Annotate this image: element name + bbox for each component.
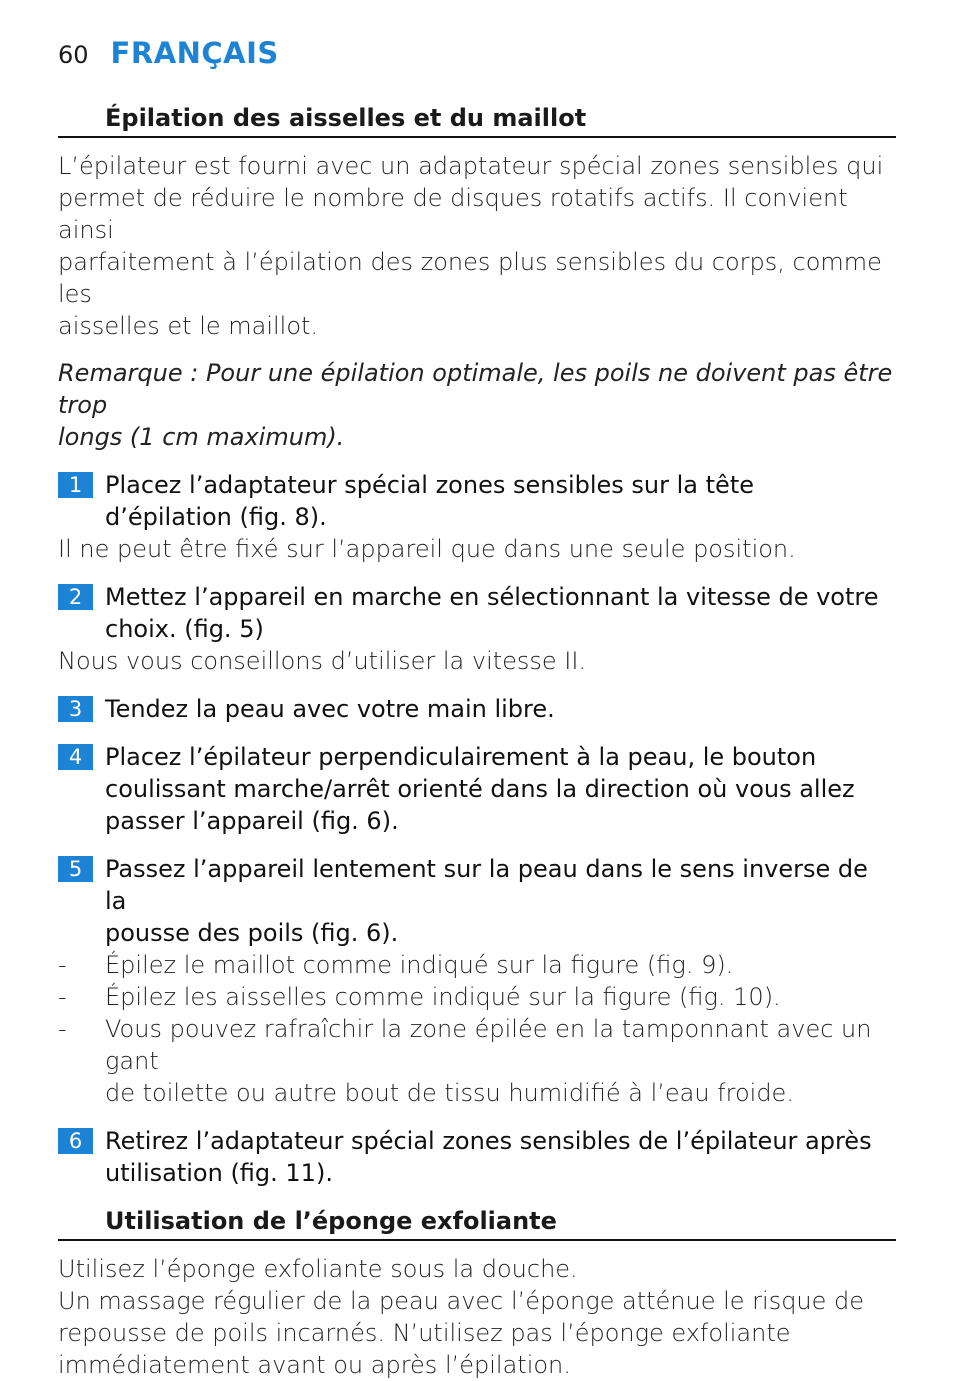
- eponge-line: repousse de poils incarnés. N’utilisez pas l’éponge exfoliante: [58, 1319, 791, 1347]
- section-heading-epilation: Épilation des aisselles et du maillot: [58, 100, 896, 138]
- page-header: [58, 36, 279, 72]
- bullet-item: [58, 949, 896, 981]
- bullet-text: [105, 1013, 896, 1109]
- step-line: Placez l’adaptateur spécial zones sensibles sur la tête: [105, 471, 754, 499]
- step-line: Retirez l’adaptateur spécial zones sensibles de l’épilateur après: [105, 1127, 872, 1155]
- step-number-badge: 6: [58, 1128, 93, 1154]
- bullet-line: Épilez les aisselles comme indiqué sur la figure (fig. 10).: [105, 983, 781, 1011]
- bullet-line: de toilette ou autre bout de tissu humidifié à l’eau froide.: [105, 1079, 794, 1107]
- step-number-badge: 4: [58, 744, 93, 770]
- step-text: [105, 741, 855, 837]
- step-result: Il ne peut être fixé sur l’appareil que dans une seule position.: [58, 535, 796, 563]
- note-line: longs (1 cm maximum).: [58, 423, 345, 451]
- eponge-line: immédiatement avant ou après l’épilation.: [58, 1351, 571, 1379]
- bullet-line: Épilez le maillot comme indiqué sur la figure (fig. 9).: [105, 951, 734, 979]
- eponge-paragraph: [58, 1253, 896, 1381]
- step-line: Mettez l’appareil en marche en sélectionnant la vitesse de votre: [105, 583, 879, 611]
- bullet-item: [58, 981, 896, 1013]
- step-line: coulissant marche/arrêt orienté dans la direction où vous allez: [105, 775, 855, 803]
- bullet-dash: -: [58, 951, 67, 979]
- step-text: [105, 853, 896, 949]
- step-number-badge: 1: [58, 472, 93, 498]
- step-line: choix. (fig. 5): [105, 615, 264, 643]
- step-line: d’épilation (fig. 8).: [105, 503, 327, 531]
- step-line: passer l’appareil (fig. 6).: [105, 807, 399, 835]
- bullet-item: [58, 1013, 896, 1109]
- bullet-text: [105, 949, 733, 981]
- step-line: Placez l’épilateur perpendiculairement à la peau, le bouton: [105, 743, 817, 771]
- step-5: [58, 853, 896, 949]
- section-heading-eponge: Utilisation de l’éponge exfoliante: [58, 1203, 896, 1241]
- step-3: [58, 693, 896, 725]
- step-text: [105, 693, 555, 725]
- page-content: [58, 100, 896, 1381]
- bullet-line: Vous pouvez rafraîchir la zone épilée en la tamponnant avec un gant: [105, 1015, 872, 1075]
- intro-line: permet de réduire le nombre de disques rotatifs actifs. Il convient ainsi: [58, 184, 848, 244]
- step-number-badge: 5: [58, 856, 93, 882]
- intro-line: aisselles et le maillot.: [58, 312, 319, 340]
- bullet-dash: -: [58, 983, 67, 1011]
- step-line: Tendez la peau avec votre main libre.: [105, 695, 555, 723]
- bullet-text: [105, 981, 781, 1013]
- bullet-dash: -: [58, 1015, 67, 1043]
- step-2: [58, 581, 896, 645]
- step-text: [105, 469, 754, 533]
- eponge-line: Un massage régulier de la peau avec l’éponge atténue le risque de: [58, 1287, 865, 1315]
- step-line: Passez l’appareil lentement sur la peau dans le sens inverse de la: [105, 855, 868, 915]
- step-number-badge: 3: [58, 696, 93, 722]
- step-6: [58, 1125, 896, 1189]
- page-number: 60: [58, 41, 89, 69]
- step-text: [105, 581, 879, 645]
- step-line: utilisation (fig. 11).: [105, 1159, 333, 1187]
- step-1: [58, 469, 896, 533]
- intro-line: L’épilateur est fourni avec un adaptateur spécial zones sensibles qui: [58, 152, 884, 180]
- language-title: FRANÇAIS: [110, 36, 279, 70]
- eponge-line: Utilisez l’éponge exfoliante sous la douche.: [58, 1255, 578, 1283]
- note-line: Remarque : Pour une épilation optimale, les poils ne doivent pas être trop: [58, 359, 893, 419]
- step-text: [105, 1125, 872, 1189]
- step-4: [58, 741, 896, 837]
- step-result: Nous vous conseillons d’utiliser la vitesse II.: [58, 647, 587, 675]
- step-line: pousse des poils (fig. 6).: [105, 919, 399, 947]
- note-paragraph: [58, 357, 896, 453]
- intro-line: parfaitement à l’épilation des zones plus sensibles du corps, comme les: [58, 248, 882, 308]
- intro-paragraph: [58, 150, 896, 342]
- step-number-badge: 2: [58, 584, 93, 610]
